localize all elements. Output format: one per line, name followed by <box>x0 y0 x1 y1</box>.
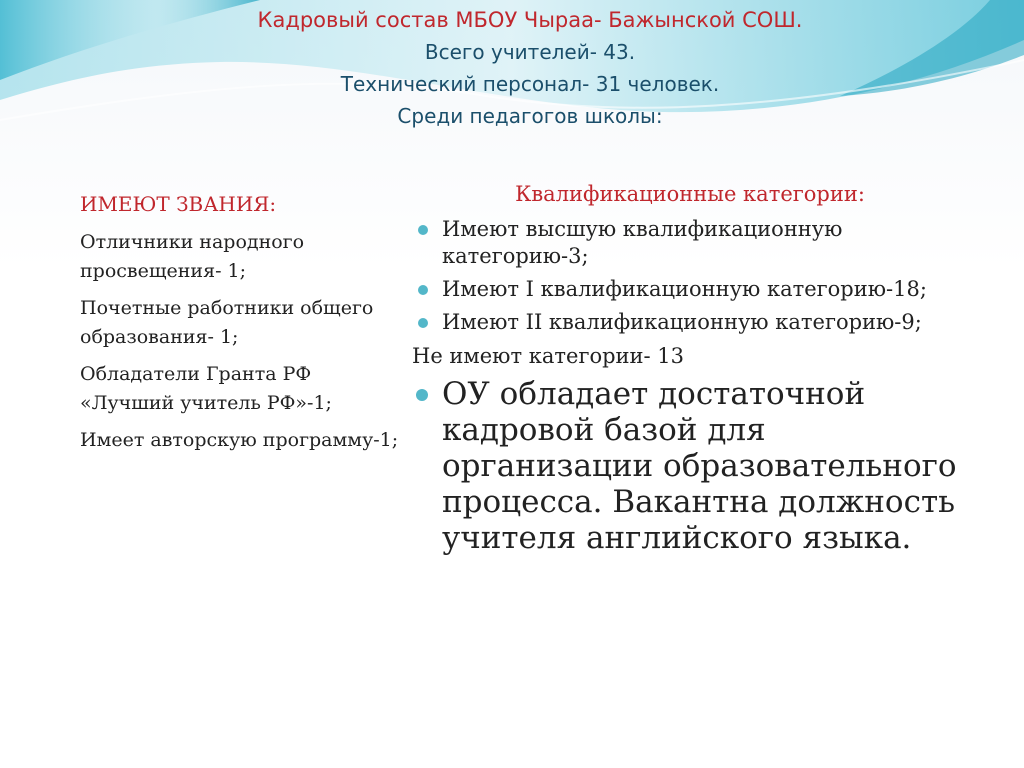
categories-heading: Квалификационные категории: <box>515 182 865 206</box>
technical-staff-total: Технический персонал- 31 человек. <box>340 72 720 96</box>
bullet-dot-icon <box>418 225 428 235</box>
category-bullet <box>410 276 970 303</box>
teachers-total: Всего учителей- 43. <box>424 40 636 64</box>
slide-header <box>150 4 910 132</box>
title-item: Обладатели Гранта РФ «Лучший учитель РФ»-1; <box>80 363 332 414</box>
conclusion-text: ОУ обладает достаточной кадровой базой для организации образовательного процесса. Вакантна должность учителя английского языка. <box>442 376 957 556</box>
among-teachers-label: Среди педагогов школы: <box>397 104 663 128</box>
titles-column <box>80 192 400 463</box>
titles-heading: ИМЕЮТ ЗВАНИЯ: <box>80 192 277 216</box>
bullet-dot-icon <box>418 285 428 295</box>
category-text: Имеют высшую квалификационную категорию-3; <box>442 217 843 268</box>
category-bullet <box>410 216 970 270</box>
title-item: Отличники народного просвещения- 1; <box>80 231 305 282</box>
title-item: Имеет авторскую программу-1; <box>80 429 399 451</box>
categories-column <box>410 182 970 556</box>
slide-title: Кадровый состав МБОУ Чыраа- Бажынской СОШ. <box>257 8 803 32</box>
bullet-dot-icon <box>416 389 428 401</box>
category-bullet <box>410 309 970 336</box>
conclusion-bullet <box>410 376 970 556</box>
category-text: Имеют II квалификационную категорию-9; <box>442 310 922 334</box>
bullet-dot-icon <box>418 318 428 328</box>
no-category-line: Не имеют категории- 13 <box>412 344 685 368</box>
category-text: Имеют I квалификационную категорию-18; <box>442 277 927 301</box>
title-item: Почетные работники общего образования- 1; <box>80 297 374 348</box>
